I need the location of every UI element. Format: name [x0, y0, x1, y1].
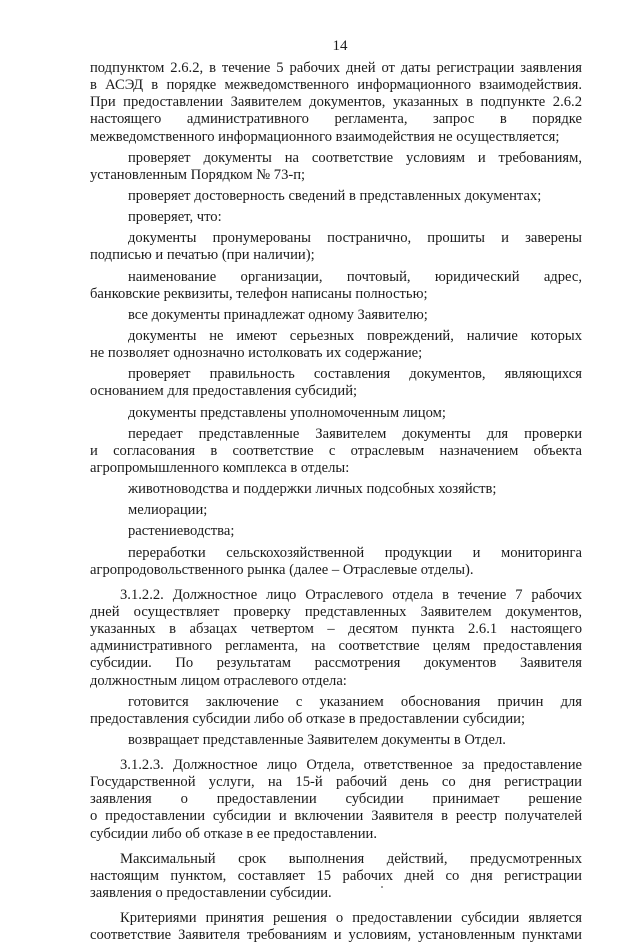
text-line: готовится заключение с указанием обоснования причин для	[128, 693, 582, 710]
paragraph	[90, 545, 582, 579]
text-line: субсидии. По результатам рассмотрения документов Заявителя	[90, 655, 582, 672]
text-line: проверяет достоверность сведений в представленных документах;	[128, 187, 542, 204]
text-line: настоящего административного регламента, запрос в порядке	[90, 111, 582, 128]
text-line: должностным лицом отраслевого отдела:	[90, 672, 347, 689]
text-line: животноводства и поддержки личных подсобных хозяйств;	[128, 481, 497, 498]
text-line: подписью и печатью (при наличии);	[90, 247, 315, 264]
text-line: передает представленные Заявителем документы для проверки	[128, 425, 582, 442]
paragraph	[90, 523, 582, 540]
text-line: заявления о предоставлении субсидии принимает решение	[90, 791, 582, 808]
paragraph	[90, 694, 582, 728]
text-line: 3.1.2.2. Должностное лицо Отраслевого отдела в течение 7 рабочих	[120, 586, 582, 603]
paragraph	[90, 426, 582, 477]
text-line: Критериями принятия решения о предоставлении субсидии является	[120, 910, 582, 927]
text-line: административного регламента, на соответствие целям предоставления	[90, 638, 582, 655]
text-line: проверяет правильность составления документов, являющихся	[128, 366, 582, 383]
scan-speck	[381, 886, 383, 888]
text-line: растениеводства;	[128, 523, 235, 540]
text-line: о предоставлении субсидии и включении Заявителя в реестр получателей	[90, 808, 582, 825]
text-line: основанием для предоставления субсидий;	[90, 383, 358, 400]
paragraph	[90, 328, 582, 362]
text-line: проверяет документы на соответствие условиям и требованиям,	[128, 149, 582, 166]
text-line: дней осуществляет проверку представленных Заявителем документов,	[90, 603, 582, 620]
text-line: указанных в абзацах четвертом – десятом пункта 2.6.1 настоящего	[90, 621, 582, 638]
text-line: настоящим пунктом, составляет 15 рабочих дней со дня регистрации	[90, 867, 582, 884]
text-line: Максимальный срок выполнения действий, предусмотренных	[120, 850, 582, 867]
text-line: агропродовольственного рынка (далее – Отраслевые отделы).	[90, 561, 474, 578]
paragraph	[90, 757, 582, 843]
page-number: 14	[332, 38, 348, 54]
text-line: документы не имеют серьезных повреждений, наличие которых	[128, 327, 582, 344]
paragraph-spacer	[90, 749, 582, 757]
text-line: агропромышленного комплекса в отделы:	[90, 459, 350, 476]
paragraph	[90, 230, 582, 264]
text-line: 3.1.2.3. Должностное лицо Отдела, ответственное за предоставление	[120, 757, 582, 774]
paragraph	[90, 269, 582, 303]
text-line: наименование организации, почтовый, юридический адрес,	[128, 268, 582, 285]
text-line: субсидии либо об отказе в ее предоставлении.	[90, 825, 378, 842]
text-line: документы представлены уполномоченным лицом;	[128, 404, 446, 421]
document-body	[90, 60, 582, 944]
paragraph	[90, 188, 582, 205]
paragraph	[90, 481, 582, 498]
paragraph-spacer	[90, 843, 582, 851]
text-line: При предоставлении Заявителем документов, указанных в подпункте 2.6.2	[90, 94, 582, 111]
text-line: предоставления субсидии либо об отказе в предоставлении субсидии;	[90, 710, 526, 727]
text-line: соответствие Заявителя требованиям и условиям, установленным пунктами	[90, 927, 582, 944]
text-line: и согласования в соответствие с отраслевым назначением объекта	[90, 442, 582, 459]
text-line: возвращает представленные Заявителем документы в Отдел.	[128, 731, 506, 748]
text-line: переработки сельскохозяйственной продукции и мониторинга	[128, 544, 582, 561]
paragraph	[90, 910, 582, 944]
text-line: Государственной услуги, на 15-й рабочий день со дня регистрации	[90, 774, 582, 791]
paragraph	[90, 405, 582, 422]
paragraph	[90, 60, 582, 146]
text-line: банковские реквизиты, телефон написаны полностью;	[90, 285, 428, 302]
paragraph	[90, 366, 582, 400]
text-line: установленным Порядком № 73-п;	[90, 166, 306, 183]
paragraph	[90, 851, 582, 902]
text-line: мелиорации;	[128, 502, 208, 519]
paragraph	[90, 209, 582, 226]
paragraph-spacer	[90, 902, 582, 910]
paragraph	[90, 587, 582, 690]
text-line: заявления о предоставлении субсидии.	[90, 885, 332, 902]
paragraph	[90, 307, 582, 324]
text-line: все документы принадлежат одному Заявителю;	[128, 306, 428, 323]
text-line: не позволяет однозначно истолковать их содержание;	[90, 345, 423, 362]
paragraph-spacer	[90, 579, 582, 587]
text-line: межведомственного информационного взаимодействия не осуществляется;	[90, 128, 560, 145]
text-line: подпунктом 2.6.2, в течение 5 рабочих дней от даты регистрации заявления	[90, 60, 582, 76]
paragraph	[90, 150, 582, 184]
text-line: в АСЭД в порядке межведомственного информационного взаимодействия.	[90, 77, 582, 94]
paragraph	[90, 502, 582, 519]
text-line: документы пронумерованы постранично, прошиты и заверены	[128, 230, 582, 247]
text-line: проверяет, что:	[128, 209, 222, 226]
paragraph	[90, 732, 582, 749]
